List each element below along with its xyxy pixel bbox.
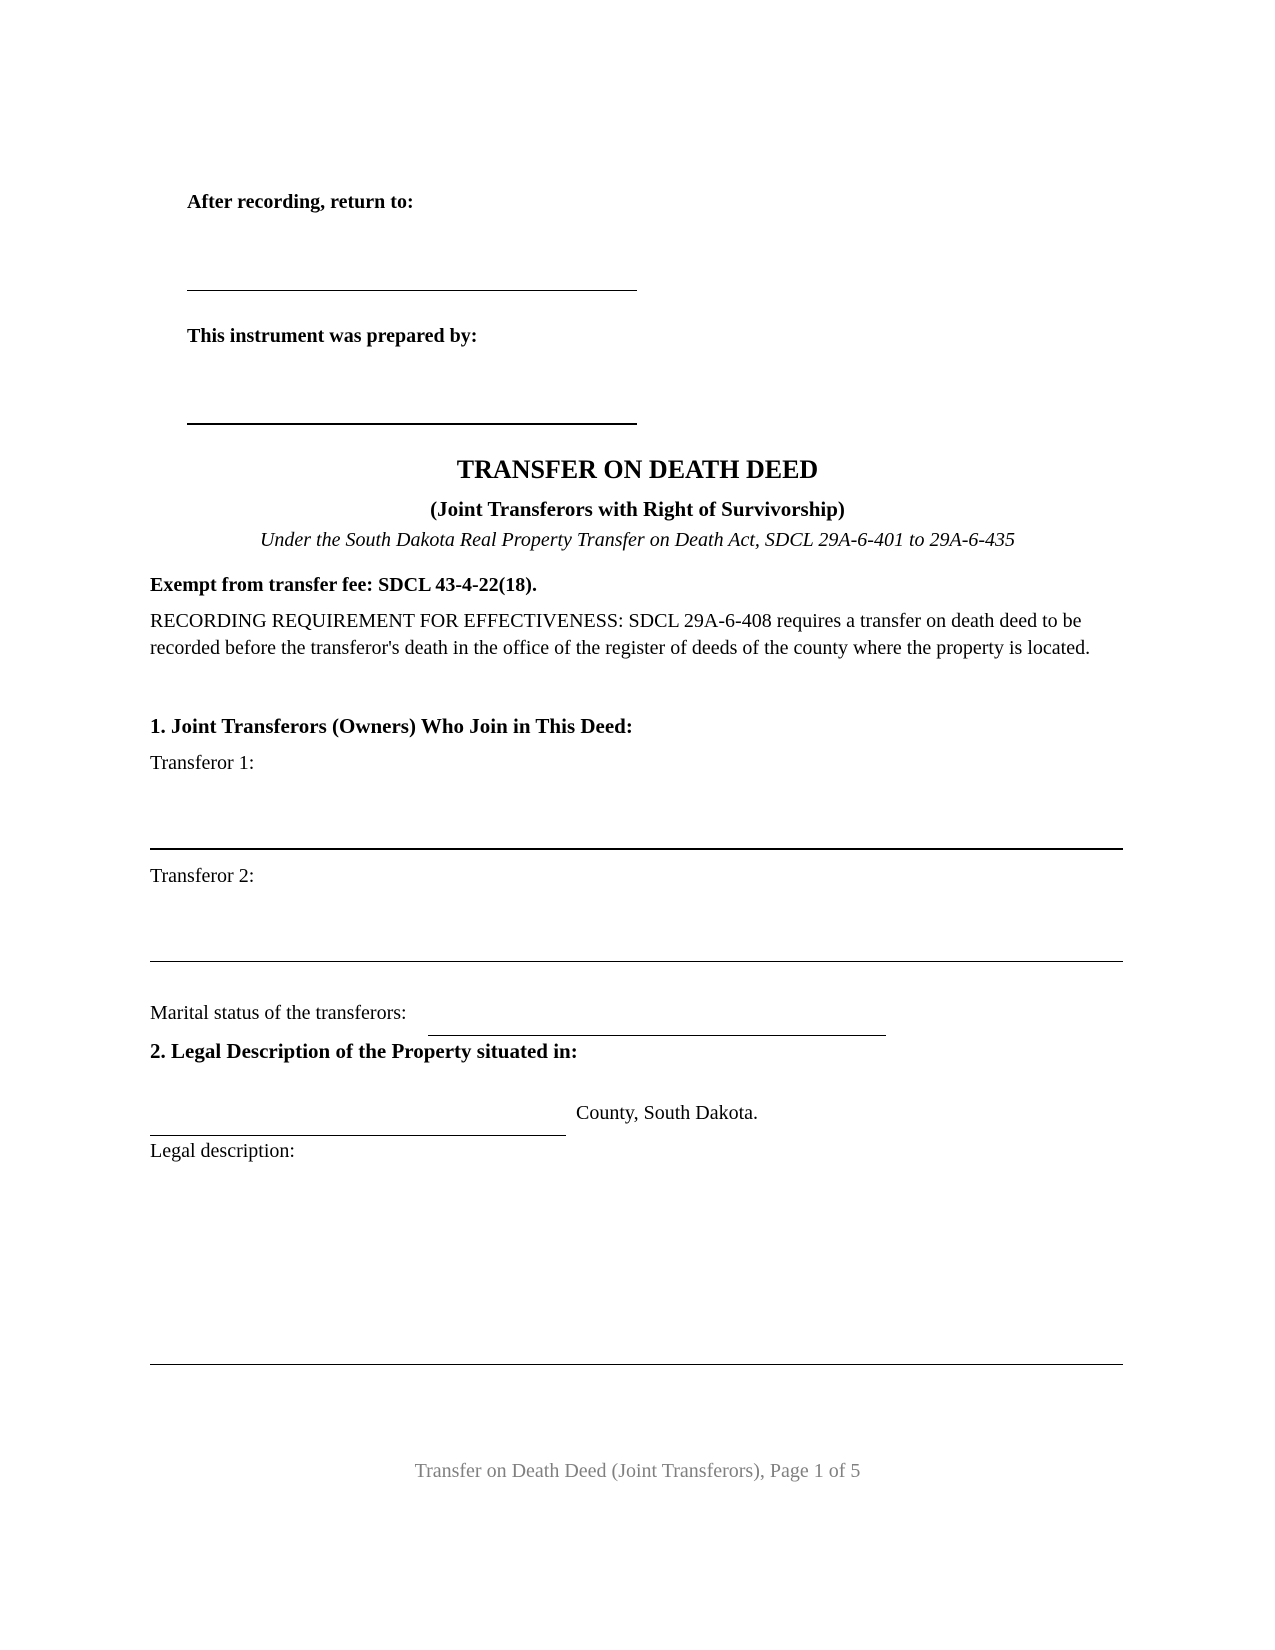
legal-description-label: Legal description: [150,1140,295,1162]
transferor-1-label: Transferor 1: [150,752,255,774]
transferor-2-label: Transferor 2: [150,865,255,887]
county-field[interactable] [150,1135,566,1136]
transferor-2-field[interactable] [150,961,1123,962]
section-2-heading: 2. Legal Description of the Property situated in: [150,1039,578,1063]
marital-status-field[interactable] [428,1035,886,1036]
section-1-heading: 1. Joint Transferors (Owners) Who Join in This Deed: [150,714,633,738]
return-to-label: After recording, return to: [187,191,414,213]
legal-description-field[interactable] [150,1364,1123,1365]
document-subtitle: (Joint Transferors with Right of Survivorship) [430,497,845,521]
exempt-notice: Exempt from transfer fee: SDCL 43-4-22(18). [150,574,537,596]
transferor-1-field[interactable] [150,848,1123,850]
document-title: TRANSFER ON DEATH DEED [456,455,819,484]
prepared-by-label: This instrument was prepared by: [187,325,478,347]
page-footer: Transfer on Death Deed (Joint Transferors), Page 1 of 5 [414,1460,861,1482]
prepared-by-field[interactable] [187,423,637,425]
marital-status-label: Marital status of the transferors: [150,1002,407,1024]
recording-requirement-paragraph: RECORDING REQUIREMENT FOR EFFECTIVENESS: SDCL 29A-6-408 requires a transfer on death deed to be recorded before the transferor's death in the office of the register of deeds of the county where the property is located. [150,610,1091,659]
return-to-field[interactable] [187,290,637,291]
county-suffix: County, South Dakota. [576,1102,759,1124]
statutory-authority: Under the South Dakota Real Property Transfer on Death Act, SDCL 29A-6-401 to 29A-6-435 [259,529,1016,551]
